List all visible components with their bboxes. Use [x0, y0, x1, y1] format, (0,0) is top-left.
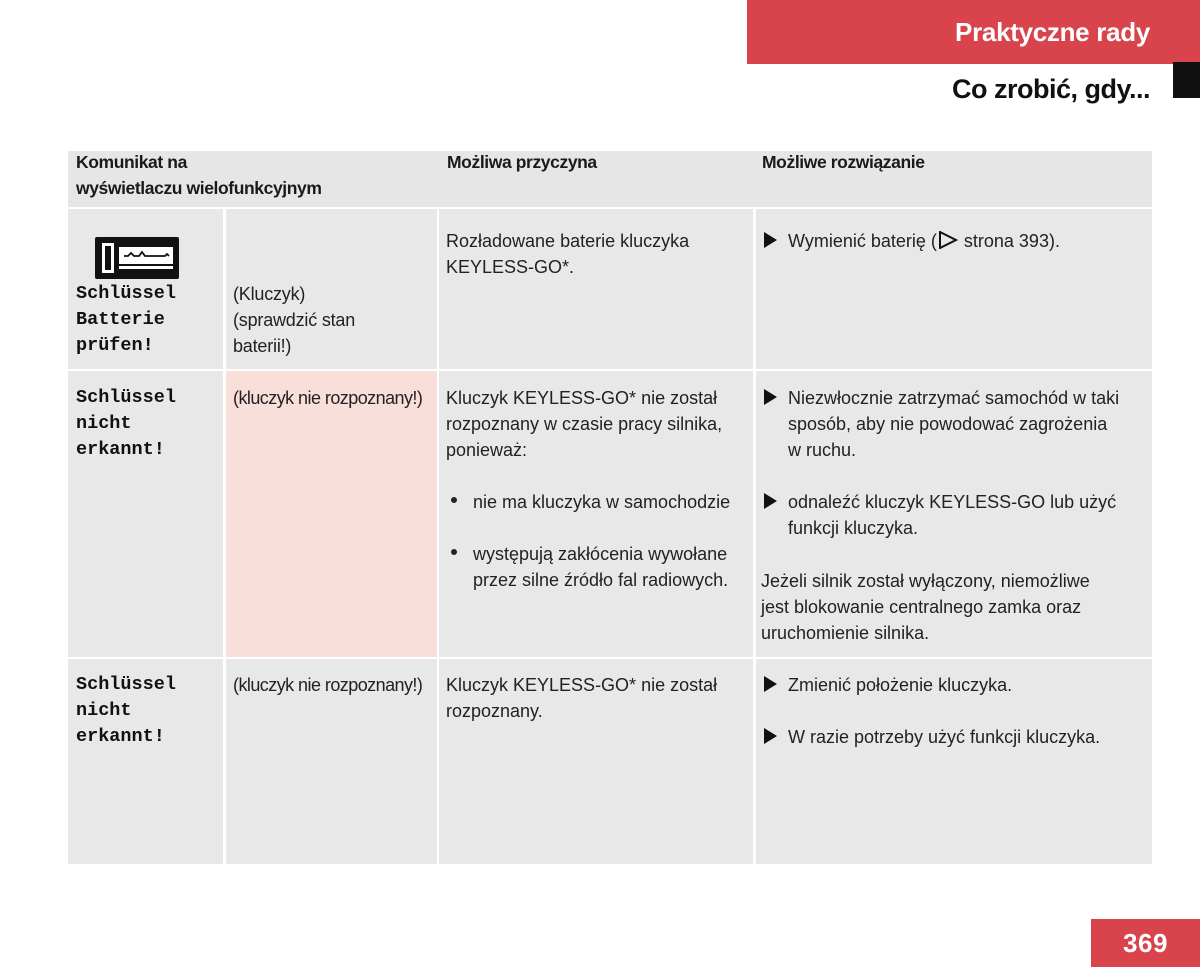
- row2-cause-line3: ponieważ:: [446, 440, 528, 460]
- row2-cause-bullet2-line1: występują zakłócenia wywołane: [473, 544, 728, 564]
- row1-solution-suffix: strona 393).: [963, 231, 1060, 251]
- row2-solution2-line2: funkcji kluczyka.: [788, 518, 919, 538]
- row3-solution2-arrow-icon: [764, 728, 777, 744]
- page-subtitle: Co zrobić, gdy...: [951, 74, 1150, 104]
- row2-solution1-arrow-icon: [764, 389, 777, 405]
- row3-display-text-line1: Schlüssel: [76, 674, 176, 695]
- row1-display-text-line2: Batterie: [76, 309, 165, 330]
- row2-solution1-line2: sposób, aby nie powodować zagrożenia: [788, 414, 1108, 434]
- row2-cause-line2: rozpoznany w czasie pracy silnika,: [446, 414, 723, 434]
- row1-translation-line3: baterii!): [233, 336, 292, 356]
- row3-display-text-line2: nicht: [76, 700, 132, 721]
- row2-solution2-line1: odnaleźć kluczyk KEYLESS-GO lub użyć: [788, 492, 1117, 512]
- row3-cause-line1: Kluczyk KEYLESS-GO* nie został: [446, 675, 718, 695]
- row3-translation: (kluczyk nie rozpoznany!): [233, 675, 423, 695]
- row3-solution1: Zmienić położenie kluczyka.: [788, 675, 1013, 695]
- column-header-message-line2: wyświetlaczu wielofunkcyjnym: [76, 178, 322, 198]
- row1-translation-line2: (sprawdzić stan: [233, 310, 356, 330]
- page-number: 369: [1091, 919, 1200, 967]
- row1-solution: [788, 228, 1060, 254]
- row2-solution2-arrow-icon: [764, 493, 777, 509]
- key-battery-icon: [95, 237, 179, 279]
- row3-cause-line2: rozpoznany.: [446, 701, 543, 721]
- row1-display-text-line3: prüfen!: [76, 335, 154, 356]
- row2-note-line2: jest blokowanie centralnego zamka oraz: [761, 597, 1082, 617]
- row2-translation: (kluczyk nie rozpoznany!): [233, 388, 423, 408]
- row2-display-text-line3: erkannt!: [76, 439, 165, 460]
- column-header-cause: Możliwa przyczyna: [447, 152, 597, 172]
- bullet-icon: [451, 549, 457, 555]
- row1-display-text-line1: Schlüssel: [76, 283, 176, 304]
- row2-solution1-line3: w ruchu.: [788, 440, 857, 460]
- section-tab-marker: [1173, 62, 1200, 98]
- row3-solution1-arrow-icon: [764, 676, 777, 692]
- row2-note-line1: Jeżeli silnik został wyłączony, niemożliwe: [761, 571, 1090, 591]
- row2-cause-bullet1: nie ma kluczyka w samochodzie: [473, 492, 731, 512]
- row3-solution2: W razie potrzeby użyć funkcji kluczyka.: [788, 727, 1101, 747]
- row2-display-text-line1: Schlüssel: [76, 387, 176, 408]
- row1-solution-prefix: Wymienić baterię (: [788, 231, 937, 251]
- page-reference-icon: [938, 231, 958, 249]
- row2-cause-line1: Kluczyk KEYLESS-GO* nie został: [446, 388, 718, 408]
- column-header-message-line1: Komunikat na: [76, 152, 187, 172]
- section-header: Praktyczne rady: [747, 0, 1200, 64]
- row2-note-line3: uruchomienie silnika.: [761, 623, 930, 643]
- row1-cause-line1: Rozładowane baterie kluczyka: [446, 231, 690, 251]
- row1-solution-arrow-icon: [764, 232, 777, 248]
- row2-solution1-line1: Niezwłocznie zatrzymać samochód w taki: [788, 388, 1120, 408]
- row2-cause-bullet2-line2: przez silne źródło fal radiowych.: [473, 570, 729, 590]
- row2-display-text-line2: nicht: [76, 413, 132, 434]
- column-header-solution: Możliwe rozwiązanie: [762, 152, 925, 172]
- bullet-icon: [451, 497, 457, 503]
- row1-cause-line2: KEYLESS-GO*.: [446, 257, 575, 277]
- row1-translation-line1: (Kluczyk): [233, 284, 306, 304]
- row3-display-text-line3: erkannt!: [76, 726, 165, 747]
- row2-translation-cell: [226, 371, 437, 657]
